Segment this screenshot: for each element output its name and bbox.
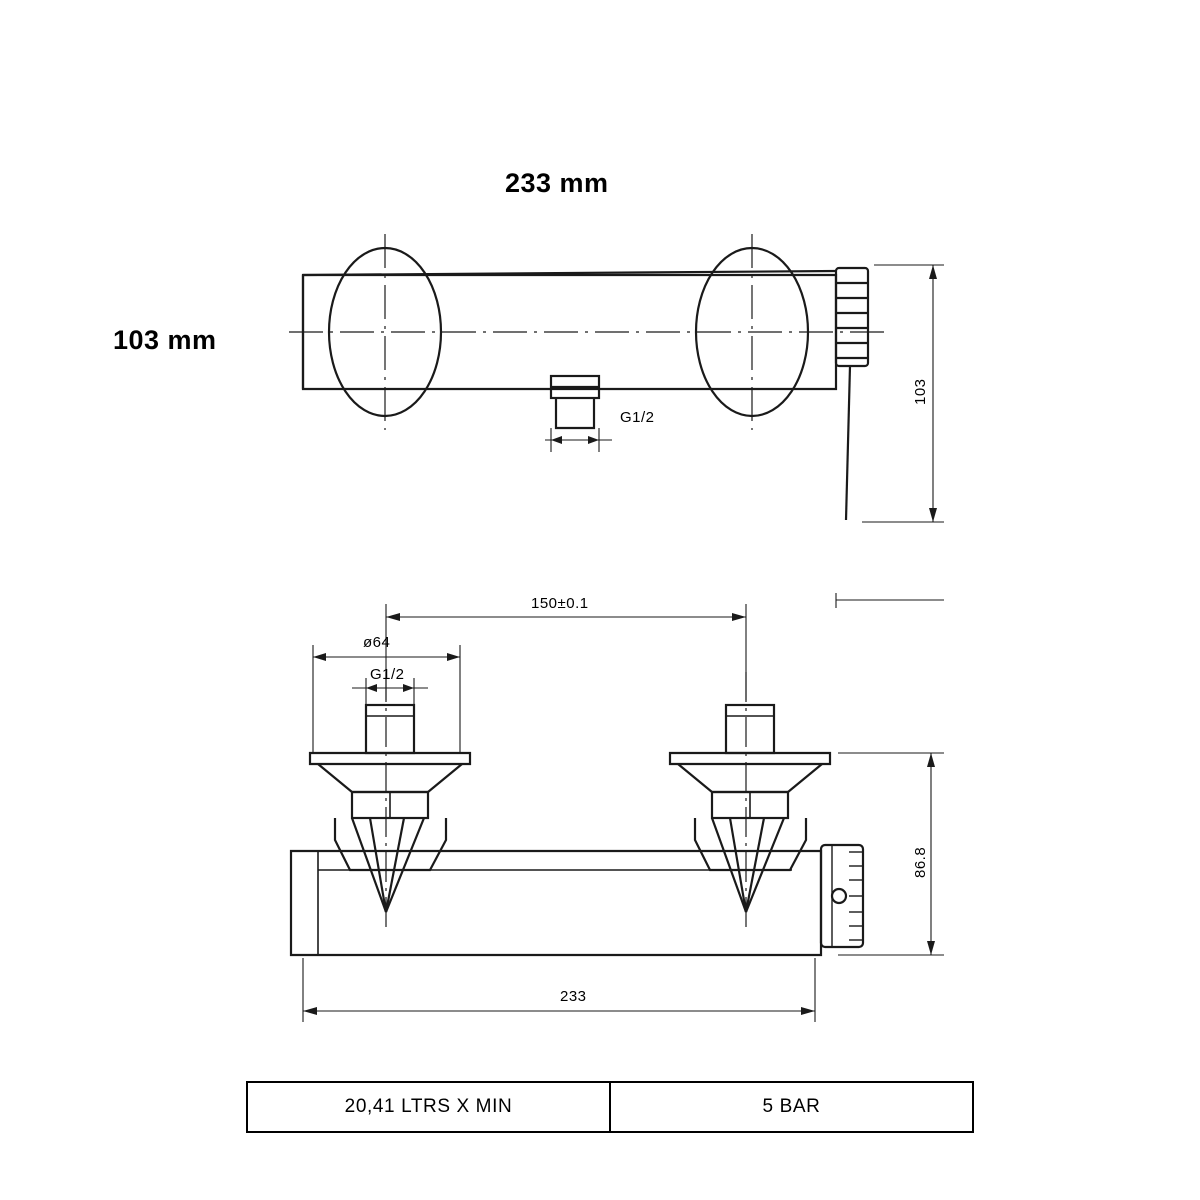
front-view-g12-arrow-right <box>403 684 414 692</box>
spec-table-cell-flow-rate: 20,41 LTRS X MIN <box>344 1096 513 1117</box>
top-view-outlet-thread-label: G1/2 <box>620 409 655 426</box>
front-view-left-cone-body <box>318 764 462 792</box>
front-view-body-height-label: 86.8 <box>912 846 929 878</box>
top-view-height-arrow-top <box>929 265 937 279</box>
top-view-lever-stem <box>846 366 850 520</box>
front-view-right-shade-3 <box>746 818 764 912</box>
front-view-233-arrow-right <box>801 1007 815 1015</box>
front-view-left-shade-2 <box>370 818 386 912</box>
front-view-left-shade-1 <box>352 818 386 912</box>
front-view-g12-arrow-left <box>366 684 377 692</box>
top-view-outlet-body <box>556 398 594 428</box>
front-view-d64-arrow-left <box>313 653 326 661</box>
front-view-handle-index <box>832 889 846 903</box>
front-view-left-flange-cone <box>310 753 470 764</box>
front-view-left-body-join <box>335 818 446 870</box>
front-view-flange-diameter-label: ø64 <box>363 634 391 651</box>
front-view-233-arrow-left <box>303 1007 317 1015</box>
front-view-overall-width-label: 233 <box>560 988 587 1005</box>
front-view-right-flange-cone <box>670 753 830 764</box>
front-view-right-shade-2 <box>730 818 746 912</box>
front-view-right-shade-4 <box>746 818 784 912</box>
spec-table-cell-pressure: 5 BAR <box>609 1083 972 1131</box>
front-view-right-body-join <box>695 818 806 870</box>
front-view-150-arrow-left <box>386 613 400 621</box>
front-view-right-shade-1 <box>712 818 746 912</box>
front-view-d64-arrow-right <box>447 653 460 661</box>
front-view-left-inlet-pipe <box>366 705 414 753</box>
front-view-center-distance-label: 150±0.1 <box>531 595 589 612</box>
overall-width-callout: 233 mm <box>505 168 609 198</box>
front-view-868-arrow-top <box>927 753 935 767</box>
overall-height-callout: 103 mm <box>113 325 217 355</box>
front-view-right-inlet-pipe <box>726 705 774 753</box>
front-view-left-shade-4 <box>386 818 424 912</box>
front-view-inlet-thread-label: G1/2 <box>370 666 405 683</box>
top-view <box>289 234 944 522</box>
front-view-868-arrow-bottom <box>927 941 935 955</box>
top-view-height-label: 103 <box>912 378 929 405</box>
front-view <box>291 593 944 1022</box>
spec-table <box>246 1081 974 1133</box>
top-view-outlet-arrow-left <box>551 436 562 444</box>
top-view-outlet-arrow-right <box>588 436 599 444</box>
front-view-right-cone-body <box>678 764 822 792</box>
front-view-150-arrow-right <box>732 613 746 621</box>
front-view-left-shade-3 <box>386 818 404 912</box>
top-view-height-arrow-bottom <box>929 508 937 522</box>
